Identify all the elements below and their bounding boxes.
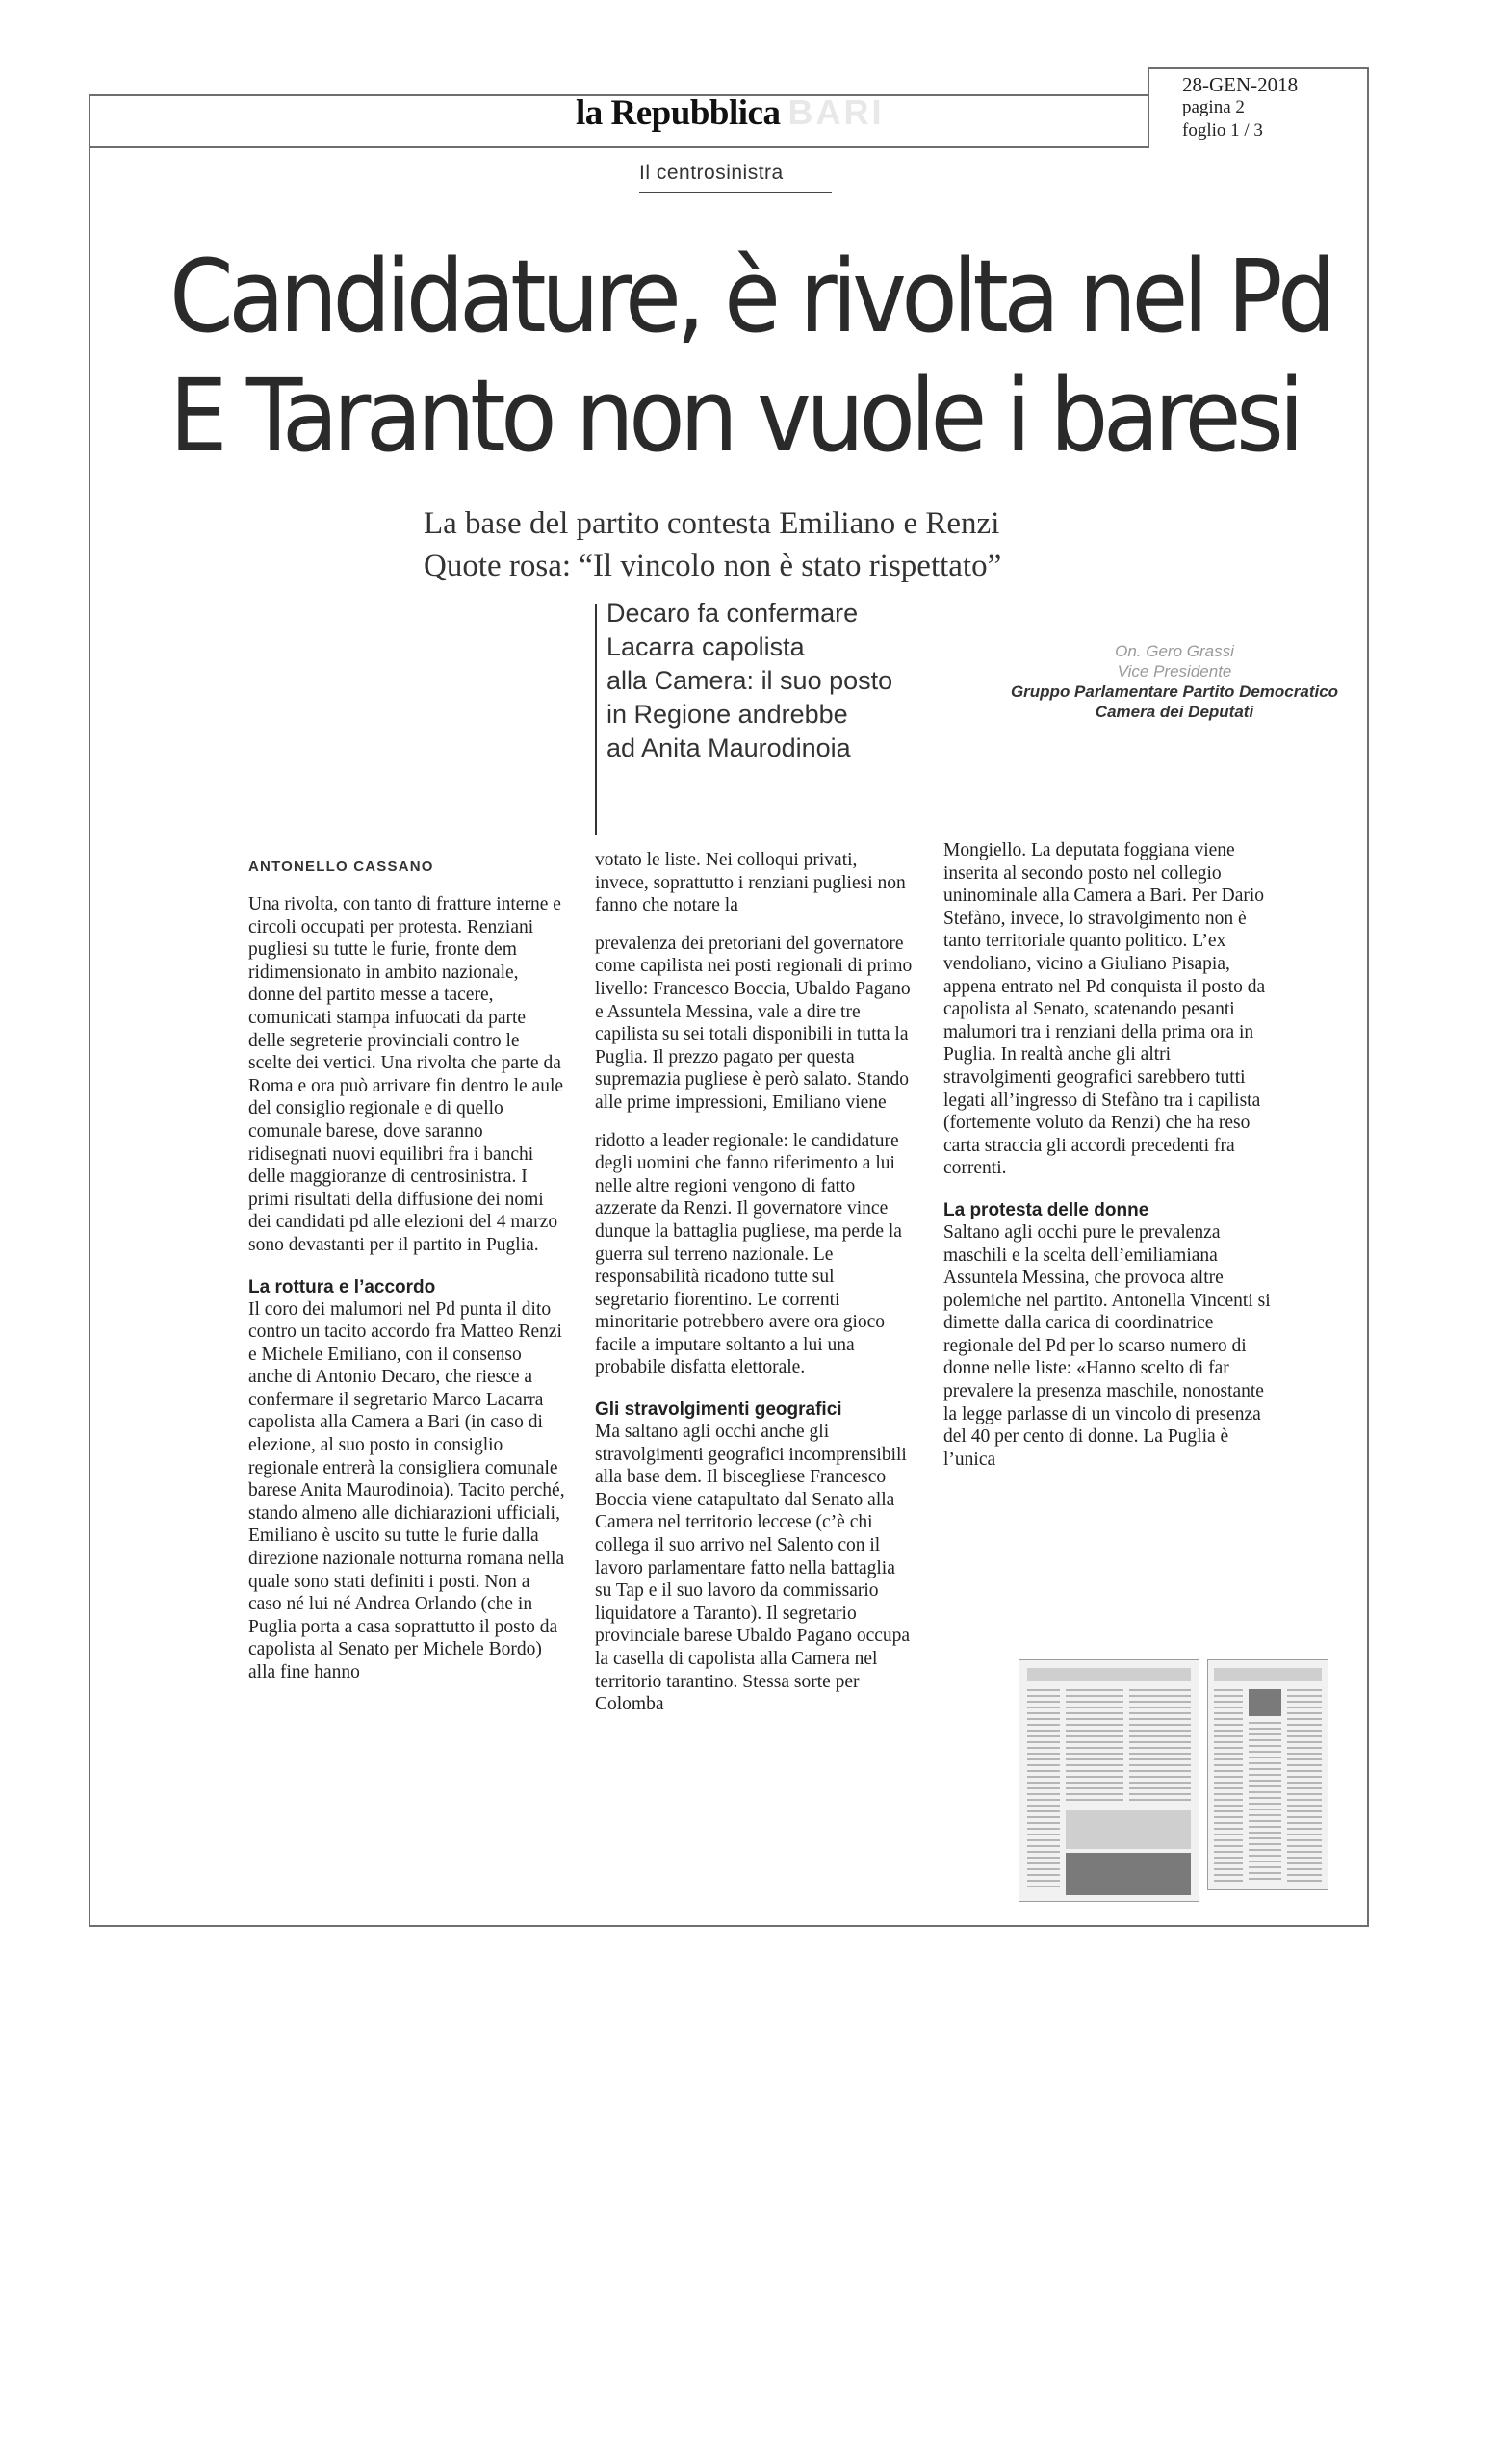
masthead-city: BARI [787, 92, 885, 132]
date: 28-GEN-2018 [1182, 73, 1299, 96]
paragraph: Ma saltano agli occhi anche gli stravolgimenti geografici incomprensibili alla base dem. Il biscegliese Francesco Boccia viene catapultato dal Senato alla Camera nel territorio leccese (c’è chi collega il suo arrivo nel Salento con il lavoro parlamentare fatto nella battaglia su Tap e il suo lavoro da commissario liquidatore a Taranto). Il segretario provinciale barese Ubaldo Pagano occupa la casella di capolista alla Camera nel territorio tarantino. Stessa sorte per Colomba [595, 1422, 911, 1715]
subheadline-line-2: Quote rosa: “Il vincolo non è stato rispettato” [424, 549, 1002, 583]
signature-stamp [963, 641, 1386, 722]
thumbnail-page-2 [1207, 1659, 1328, 1890]
byline: ANTONELLO CASSANO [248, 859, 434, 875]
paragraph: Una rivolta, con tanto di fratture interne e circoli occupati per protesta. Renziani pugliesi su tutte le furie, fronte dem ridimensionato in ambito nazionale, donne del partito messe a tacere, comunicati stampa infuocati da parte delle segreterie provinciali contro le scelte dei vertici. Una rivolta che parte da Roma e ora può arrivare fin dentro le aule del consiglio regionale e di quello comunale barese, dove saranno ridisegnati nuovi equilibri fra i banchi delle maggioranze di centrosinistra. I primi risultati della diffusione dei nomi dei candidati pd alle elezioni del 4 marzo sono devastanti per il partito in Puglia. [248, 894, 564, 1255]
signature-chamber: Camera dei Deputati [1095, 703, 1254, 721]
deck-line: alla Camera: il suo posto [606, 666, 893, 695]
masthead-title: la Repubblica [576, 93, 781, 133]
subheadline [424, 502, 1194, 587]
page-thumbnails [1019, 1659, 1328, 1902]
headline-line-1: Candidature, è rivolta nel Pd [169, 238, 1331, 355]
section-label: Il centrosinistra [639, 162, 784, 184]
paragraph: votato le liste. Nei colloqui privati, invece, soprattutto i renziani pugliesi non fanno che notare la [595, 850, 906, 916]
date-box [1148, 67, 1369, 148]
signature-role: Vice Presidente [1117, 662, 1232, 680]
signature-group: Gruppo Parlamentare Partito Democratico [1010, 682, 1339, 701]
deck-line: in Regione andrebbe [606, 700, 848, 729]
paragraph: prevalenza dei pretoriani del governatore come capilista nei posti regionali di primo livello: Francesco Boccia, Ubaldo Pagano e Assuntela Messina, vale a dire tre capilista su sei totali disponibili in tutta la Puglia. Il prezzo pagato per questa supremazia pugliese è però salato. Stando alle prime impressioni, Emiliano viene [595, 933, 913, 1113]
paragraph: Mongiello. La deputata foggiana viene inserita al secondo posto nel collegio uninominale alla Camera a Bari. Per Dario Stefàno, invece, lo stravolgimento non è tanto territoriale quanto politico. L’ex vendoliano, vicino a Giuliano Pisapia, appena entrato nel Pd conquista il posto da capolista al Senato, scatenando pesanti malumori tra i renziani della prima ora in Puglia. In realtà anche gli altri stravolgimenti geografici sarebbero tutti legati all’ingresso di Stefàno tra i capilista (fortemente voluto da Renzi) che ha reso carta straccia gli accordi precedenti fra correnti. [943, 840, 1266, 1179]
article-column-2 [595, 849, 913, 1724]
thumbnail-page-1 [1019, 1659, 1199, 1902]
subtitle: La protesta delle donne [943, 1199, 1149, 1220]
article-column-3 [943, 839, 1271, 1478]
subheadline-line-1: La base del partito contesta Emiliano e Renzi [424, 506, 1000, 541]
article-column-1 [248, 893, 566, 1692]
paragraph: ridotto a leader regionale: le candidature degli uomini che fanno riferimento a lui nelle altre regioni vengono di fatto azzerate da Renzi. Il governatore vince dunque la battaglia pugliese, ma perde la guerra sul terreno nazionale. Le responsabilità ricadono tutte sul segretario fiorentino. Le correnti minoritarie potrebbero avere ora gioco facile a imputare soltanto a lui una probabile disfatta elettorale. [595, 1130, 902, 1378]
headline [169, 237, 1373, 475]
paragraph: Saltano agli occhi pure le prevalenza maschili e la scelta dell’emiliamiana Assuntela Messina, che provoca altre polemiche nel partito. Antonella Vincenti si dimette dalla carica di coordinatrice regionale del Pd per lo scarso numero di donne nelle liste: «Hanno scelto di far prevalere la presenza maschile, nonostante la legge parlasse di un vincolo di presenza del 40 per cento di donne. La Puglia è l’unica [943, 1221, 1271, 1470]
masthead [576, 92, 884, 134]
headline-line-2: E Taranto non vuole i baresi [169, 357, 1300, 475]
section-underline [639, 192, 832, 193]
deck-line: Decaro fa confermare [606, 599, 859, 628]
subtitle: Gli stravolgimenti geografici [595, 1399, 842, 1421]
signature-name: On. Gero Grassi [1115, 642, 1234, 660]
paragraph: Il coro dei malumori nel Pd punta il dito contro un tacito accordo fra Matteo Renzi e Michele Emiliano, con il consenso anche di Antonio Decaro, che riesce a confermare il segretario Marco Lacarra capolista alla Camera a Bari (in caso di elezione, al suo posto in consiglio regionale entrerà la consigliera comunale barese Anita Maurodinoia). Tacito perché, stando almeno alle dichiarazioni ufficiali, Emiliano è uscito su tutte le furie dalla direzione nazionale notturna romana nella quale sono stati definiti i posti. Non a caso né lui né Andrea Orlando (che in Puglia porta a casa soprattutto il posto da capolista al Senato per Michele Bordo) alla fine hanno [248, 1298, 565, 1682]
sheet-number: foglio 1 / 3 [1182, 120, 1263, 141]
deck-line: ad Anita Maurodinoia [606, 733, 851, 762]
page-number: pagina 2 [1182, 97, 1245, 117]
deck-bar [595, 604, 597, 835]
deck-line: Lacarra capolista [606, 632, 805, 661]
deck [606, 597, 915, 765]
subtitle: La rottura e l’accordo [248, 1276, 436, 1297]
